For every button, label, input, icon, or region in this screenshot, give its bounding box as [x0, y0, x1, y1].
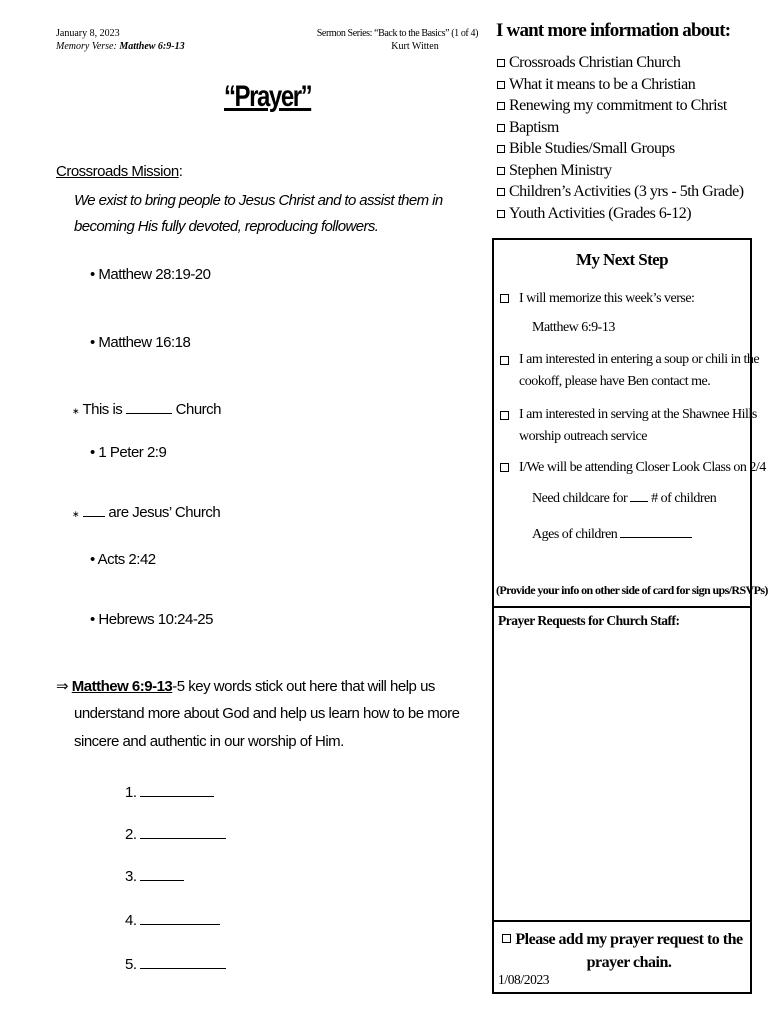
bullet-hebrews: • Hebrews 10:24-25: [90, 611, 213, 628]
info-item-christian[interactable]: What it means to be a Christian: [497, 74, 744, 96]
checkbox[interactable]: [497, 145, 505, 153]
signup-note: (Provide your info on other side of card for sign ups/RSVPs): [496, 583, 768, 597]
ages-line: Ages of children: [532, 524, 692, 546]
ages-blank[interactable]: [620, 525, 692, 538]
keyword-blank-5: 5.: [125, 954, 226, 973]
keyword-blank-1: 1.: [125, 782, 214, 801]
prayer-chain-text: Please add my prayer request to the prayer chain.: [515, 931, 743, 971]
checkbox[interactable]: [497, 210, 505, 218]
fill-in-blank[interactable]: [126, 399, 172, 414]
arrow-icon: ⇒: [56, 678, 69, 695]
step-cookoff-1: I am interested in entering a soup or chili in the: [519, 352, 760, 367]
keywords-line-2: understand more about God and help us learn how to be more: [74, 705, 460, 722]
info-item-renewing[interactable]: Renewing my commitment to Christ: [497, 95, 744, 117]
point-jesus-church: ∗ are Jesus’ Church: [72, 504, 221, 521]
fill-in-blank[interactable]: [83, 502, 105, 517]
info-item-youth[interactable]: Youth Activities (Grades 6-12): [497, 203, 744, 225]
bullet-matthew-28: • Matthew 28:19-20: [90, 266, 211, 283]
childcare-line: Need childcare for # of children: [532, 491, 717, 506]
sermon-series: Sermon Series: “Back to the Basics” (1 of 4): [316, 28, 478, 39]
bullet-1-peter: • 1 Peter 2:9: [90, 444, 167, 461]
info-item-children[interactable]: Children’s Activities (3 yrs - 5th Grade): [497, 181, 744, 203]
bulletin-date: 1/08/2023: [498, 972, 550, 987]
memory-verse-label: Memory Verse:: [56, 41, 117, 52]
keyword-blank-4: 4.: [125, 910, 220, 929]
step-closer-look: I/We will be attending Closer Look Class on 2/4: [519, 460, 766, 475]
step-cookoff-2: cookoff, please have Ben contact me.: [519, 374, 711, 389]
point-this-is-church: ∗ This is Church: [72, 401, 221, 418]
memory-verse-ref: Matthew 6:9-13: [119, 41, 185, 52]
info-item-baptism[interactable]: Baptism: [497, 117, 744, 139]
childcare-count-blank[interactable]: [630, 489, 648, 502]
step-memorize: I will memorize this week’s verse:: [519, 291, 695, 306]
memory-verse: [56, 41, 185, 53]
checkbox-cookoff[interactable]: [500, 356, 509, 365]
next-step-heading: My Next Step: [576, 250, 668, 269]
step-memorize-verse: Matthew 6:9-13: [532, 320, 615, 335]
checkbox[interactable]: [497, 124, 505, 132]
mission-line-2: becoming His fully devoted, reproducing followers.: [74, 218, 379, 235]
keyword-blank-2: 2.: [125, 824, 226, 843]
prayer-request-box[interactable]: [492, 606, 752, 922]
step-serving-2: worship outreach service: [519, 429, 647, 444]
speaker: Kurt Witten: [391, 41, 439, 52]
info-item-church[interactable]: Crossroads Christian Church: [497, 52, 744, 74]
checkbox[interactable]: [497, 59, 505, 67]
checkbox[interactable]: [497, 167, 505, 175]
info-heading: I want more information about:: [496, 20, 731, 41]
checkbox[interactable]: [497, 188, 505, 196]
checkbox[interactable]: [497, 102, 505, 110]
keywords-line-1: ⇒ Matthew 6:9-13-5 key words stick out here that will help us: [56, 678, 435, 695]
keywords-ref: Matthew 6:9-13: [71, 678, 173, 695]
checkbox-memorize[interactable]: [500, 294, 509, 303]
checkbox-serving[interactable]: [500, 411, 509, 420]
bullet-matthew-16: • Matthew 16:18: [90, 334, 191, 351]
mission-heading: Crossroads Mission:: [56, 163, 183, 180]
mission-line-1: We exist to bring people to Jesus Christ and to assist them in: [74, 192, 443, 209]
date: January 8, 2023: [56, 28, 120, 39]
checkbox-closer-look[interactable]: [500, 463, 509, 472]
keywords-line-3: sincere and authentic in our worship of Him.: [74, 733, 344, 750]
bullet-acts: • Acts 2:42: [90, 551, 156, 568]
next-step-panel: [492, 238, 768, 608]
info-checklist: [497, 52, 744, 224]
info-item-stephen[interactable]: Stephen Ministry: [497, 160, 744, 182]
keyword-blank-3: 3.: [125, 866, 184, 885]
info-item-bible-studies[interactable]: Bible Studies/Small Groups: [497, 138, 744, 160]
step-serving-1: I am interested in serving at the Shawnee Hills: [519, 407, 757, 422]
page-title: “Prayer”: [224, 80, 312, 113]
mission-label: Crossroads Mission: [56, 163, 179, 180]
prayer-heading: Prayer Requests for Church Staff:: [498, 613, 680, 628]
checkbox[interactable]: [497, 81, 505, 89]
prayer-chain-box: [492, 920, 752, 994]
